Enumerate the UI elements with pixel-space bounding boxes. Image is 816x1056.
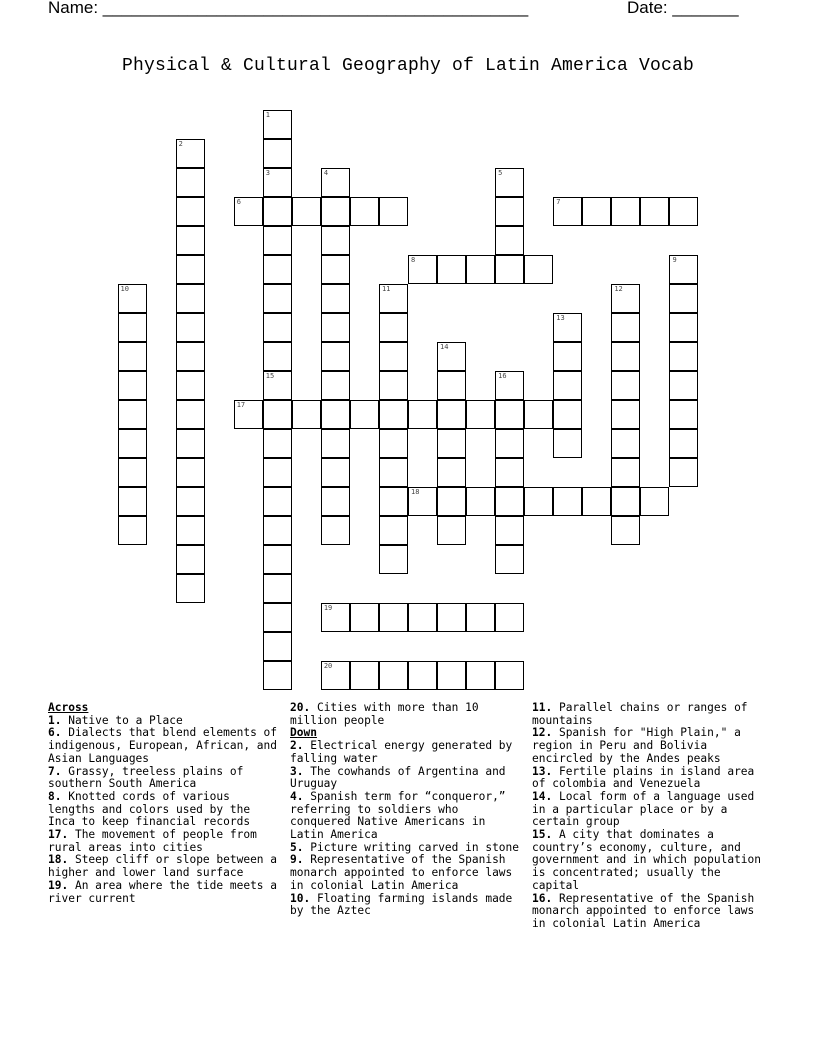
crossword-cell[interactable] (263, 632, 292, 661)
crossword-cell[interactable] (263, 197, 292, 226)
crossword-cell[interactable] (495, 197, 524, 226)
crossword-cell[interactable] (176, 516, 205, 545)
crossword-cell[interactable] (495, 603, 524, 632)
clues-column-2 (290, 702, 522, 918)
crossword-cell[interactable] (669, 400, 698, 429)
crossword-cell[interactable] (437, 516, 466, 545)
crossword-cell[interactable] (611, 284, 640, 313)
crossword-cell[interactable] (437, 342, 466, 371)
clue-text: The movement of people from rural areas into cities (48, 828, 257, 854)
crossword-cell[interactable] (611, 429, 640, 458)
clue-number-label: 16 (498, 371, 507, 380)
crossword-cell[interactable] (176, 197, 205, 226)
crossword-cell[interactable] (495, 661, 524, 690)
clue-number: 8. (48, 789, 62, 803)
crossword-cell[interactable] (466, 661, 495, 690)
crossword-cell[interactable] (611, 400, 640, 429)
crossword-cell[interactable] (408, 400, 437, 429)
clue-number: 12. (532, 726, 553, 740)
crossword-cell[interactable] (553, 371, 582, 400)
crossword-cell[interactable] (176, 371, 205, 400)
crossword-cell[interactable] (350, 661, 379, 690)
clue-text: Representative of the Spanish monarch appointed to enforce laws in colonial Latin America (532, 891, 755, 930)
clue-number-label: 5 (498, 168, 503, 177)
clues-column-1 (48, 702, 280, 905)
clue-number: 18. (48, 853, 69, 867)
clue-number-label: 2 (178, 139, 183, 148)
crossword-cell[interactable] (611, 313, 640, 342)
clue-down (532, 829, 768, 893)
crossword-cell[interactable] (553, 342, 582, 371)
crossword-cell[interactable] (321, 516, 350, 545)
crossword-cell[interactable] (263, 661, 292, 690)
clue-number: 10. (290, 891, 311, 905)
clue-number-label: 4 (323, 168, 329, 177)
crossword-cell[interactable] (408, 603, 437, 632)
crossword-cell[interactable] (263, 603, 292, 632)
crossword-cell[interactable] (669, 458, 698, 487)
crossword-cell[interactable] (495, 168, 524, 197)
crossword-cell[interactable] (611, 516, 640, 545)
across-heading: Across (48, 701, 89, 714)
crossword-cell[interactable] (669, 197, 698, 226)
clue-text: Dialects that blend elements of indigenous, European, African, and Asian Languages (48, 726, 278, 765)
crossword-cell[interactable] (118, 487, 147, 516)
clue-number: 17. (48, 828, 69, 842)
across-clue-list (48, 715, 280, 906)
name-field-label: Name: _____________________________________________ (48, 0, 529, 17)
crossword-cell[interactable] (379, 400, 408, 429)
crossword-cell[interactable] (379, 197, 408, 226)
crossword-cell[interactable] (553, 313, 582, 342)
crossword-cell[interactable] (379, 487, 408, 516)
clue-down (290, 893, 522, 918)
clue-number: 5. (290, 840, 304, 854)
crossword-cell[interactable] (466, 603, 495, 632)
clue-number-label: 19 (323, 603, 333, 612)
crossword-cell[interactable] (379, 545, 408, 574)
clue-number: 6. (48, 726, 62, 740)
clue-text: Cities with more than 10 million people (290, 701, 479, 727)
clue-across (48, 880, 280, 905)
crossword-cell[interactable] (263, 342, 292, 371)
clue-down (290, 740, 522, 765)
crossword-cell[interactable] (524, 487, 553, 516)
crossword-cell[interactable] (176, 487, 205, 516)
crossword-cell[interactable] (176, 255, 205, 284)
clue-text: Steep cliff or slope between a higher and lower land surface (48, 853, 278, 880)
crossword-cell[interactable] (495, 371, 524, 400)
crossword-cell[interactable] (321, 603, 350, 632)
crossword-cell[interactable] (553, 197, 582, 226)
crossword-cell[interactable] (437, 458, 466, 487)
crossword-cell[interactable] (408, 661, 437, 690)
crossword-cell[interactable] (263, 458, 292, 487)
crossword-cell[interactable] (321, 284, 350, 313)
clue-number-label: 8 (411, 255, 416, 264)
clue-down (532, 727, 768, 765)
crossword-cell[interactable] (495, 226, 524, 255)
crossword-cell[interactable] (118, 429, 147, 458)
crossword-cell[interactable] (379, 342, 408, 371)
crossword-cell[interactable] (669, 429, 698, 458)
clue-number-label: 15 (265, 371, 275, 380)
crossword-cell[interactable] (176, 168, 205, 197)
clue-number-label: 20 (323, 661, 333, 670)
crossword-cell[interactable] (350, 197, 379, 226)
crossword-cell[interactable] (495, 255, 524, 284)
crossword-cell[interactable] (437, 429, 466, 458)
crossword-cell[interactable] (466, 255, 495, 284)
clue-number-label: 13 (556, 313, 565, 322)
crossword-cell[interactable] (263, 400, 292, 429)
clue-number-label: 6 (236, 197, 241, 206)
down-heading: Down (290, 726, 317, 740)
clue-across (48, 791, 280, 829)
clue-number: 15. (532, 828, 553, 842)
clue-number: 20. (290, 701, 311, 714)
crossword-cell[interactable] (176, 400, 205, 429)
clue-across (48, 854, 280, 879)
crossword-cell[interactable] (118, 313, 147, 342)
crossword-cell[interactable] (263, 255, 292, 284)
crossword-cell[interactable] (263, 371, 292, 400)
clue-text: Parallel chains or ranges of mountains (532, 701, 748, 727)
clue-down (532, 791, 768, 829)
clue-text: A city that dominates a country’s economy, culture, and government and in which population is concentrated; usually the capital (532, 828, 762, 892)
clue-number-label: 14 (440, 342, 449, 351)
crossword-cell[interactable] (495, 487, 524, 516)
crossword-cell[interactable] (379, 661, 408, 690)
crossword-cell[interactable] (321, 487, 350, 516)
crossword-cell[interactable] (321, 168, 350, 197)
crossword-cell[interactable] (176, 139, 205, 168)
clue-text: Spanish term for “conqueror,” referring to soldiers who conquered Native Americans in Latin America (290, 789, 506, 842)
crossword-cell[interactable] (437, 400, 466, 429)
clue-down (290, 791, 522, 842)
clue-text: Fertile plains in island area of colombia and Venezuela (532, 764, 755, 791)
crossword-cell[interactable] (524, 255, 553, 284)
crossword-cell[interactable] (466, 400, 495, 429)
clue-text: Local form of a language used in a particular place or by a certain group (532, 789, 755, 829)
crossword-cell[interactable] (118, 284, 147, 313)
clue-number: 4. (290, 789, 304, 803)
clue-number-label: 10 (120, 284, 129, 293)
crossword-cell[interactable] (176, 226, 205, 255)
crossword-cell[interactable] (379, 284, 408, 313)
crossword-cell[interactable] (292, 400, 321, 429)
crossword-cell[interactable] (176, 342, 205, 371)
crossword-cell[interactable] (263, 226, 292, 255)
crossword-cell[interactable] (379, 429, 408, 458)
crossword-cell[interactable] (466, 487, 495, 516)
clue-text: Grassy, treeless plains of southern South America (48, 764, 244, 791)
crossword-cell[interactable] (495, 429, 524, 458)
clue-across-20 (290, 702, 522, 727)
crossword-cell[interactable] (437, 487, 466, 516)
crossword-cell[interactable] (437, 603, 466, 632)
crossword-cell[interactable] (176, 284, 205, 313)
clue-number-label: 7 (556, 197, 561, 206)
crossword-cell[interactable] (118, 400, 147, 429)
clue-down (290, 854, 522, 892)
clue-number: 14. (532, 789, 553, 803)
clue-number: 1. (48, 713, 62, 727)
crossword-cell[interactable] (321, 313, 350, 342)
clue-across (48, 766, 280, 791)
crossword-cell[interactable] (553, 429, 582, 458)
crossword-cell[interactable] (553, 400, 582, 429)
crossword-cell[interactable] (118, 342, 147, 371)
clue-text: Spanish for "High Plain," a region in Peru and Bolivia encircled by the Andes peaks (532, 726, 741, 765)
crossword-cell[interactable] (263, 313, 292, 342)
clues-column-3 (532, 702, 768, 931)
crossword-cell[interactable] (408, 487, 437, 516)
crossword-cell[interactable] (292, 197, 321, 226)
crossword-cell[interactable] (669, 255, 698, 284)
clue-down (290, 766, 522, 791)
crossword-cell[interactable] (640, 197, 669, 226)
down-clue-list-continued (532, 702, 768, 931)
crossword-cell[interactable] (669, 342, 698, 371)
crossword-cell[interactable] (263, 487, 292, 516)
crossword-cell[interactable] (611, 342, 640, 371)
crossword-cell[interactable] (176, 458, 205, 487)
crossword-cell[interactable] (379, 516, 408, 545)
crossword-cell[interactable] (118, 458, 147, 487)
clue-number: 2. (290, 739, 304, 753)
clue-number-label: 12 (614, 284, 623, 293)
crossword-cell[interactable] (350, 400, 379, 429)
clue-number-label: 17 (236, 400, 246, 409)
clue-number: 13. (532, 764, 553, 778)
clue-text: An area where the tide meets a river current (48, 878, 278, 905)
date-field-label: Date: _______ (627, 0, 739, 17)
clue-text: Knotted cords of various lengths and colors used by the Inca to keep financial records (48, 789, 251, 829)
crossword-cell[interactable] (582, 487, 611, 516)
crossword-cell[interactable] (611, 487, 640, 516)
page-title: Physical & Cultural Geography of Latin America Vocab (121, 56, 695, 76)
clue-number-label: 9 (672, 255, 677, 264)
clue-number: 16. (532, 891, 553, 905)
crossword-cell[interactable] (263, 545, 292, 574)
clue-text: Native to a Place (61, 713, 183, 727)
crossword-cell[interactable] (640, 487, 669, 516)
crossword-cell[interactable] (495, 400, 524, 429)
crossword-cell[interactable] (611, 458, 640, 487)
crossword-cell[interactable] (176, 429, 205, 458)
clue-number-label: 18 (411, 487, 420, 496)
crossword-cell[interactable] (118, 516, 147, 545)
crossword-cell[interactable] (582, 197, 611, 226)
clue-across (48, 829, 280, 854)
clue-number: 11. (532, 701, 553, 714)
crossword-cell[interactable] (553, 487, 582, 516)
crossword-cell[interactable] (176, 545, 205, 574)
crossword-cell[interactable] (379, 603, 408, 632)
crossword-cell[interactable] (321, 371, 350, 400)
crossword-cell[interactable] (321, 226, 350, 255)
crossword-cell[interactable] (321, 342, 350, 371)
clue-number-label: 1 (265, 110, 270, 119)
crossword-cell[interactable] (234, 400, 263, 429)
clue-down (532, 702, 768, 727)
crossword-cell[interactable] (321, 255, 350, 284)
crossword-cell[interactable] (350, 603, 379, 632)
down-clue-list (290, 740, 522, 918)
crossword-cell[interactable] (669, 313, 698, 342)
crossword-cell[interactable] (669, 371, 698, 400)
crossword-cell[interactable] (321, 197, 350, 226)
crossword-cell[interactable] (611, 197, 640, 226)
crossword-cell[interactable] (669, 284, 698, 313)
crossword-cell[interactable] (176, 574, 205, 603)
clue-text: Picture writing carved in stone (303, 840, 520, 854)
crossword-cell[interactable] (263, 284, 292, 313)
clue-text: The cowhands of Argentina and Uruguay (290, 764, 506, 791)
clue-down (532, 766, 768, 791)
crossword-cell[interactable] (176, 313, 205, 342)
crossword-cell[interactable] (321, 661, 350, 690)
crossword-cell[interactable] (437, 371, 466, 400)
crossword-cell[interactable] (495, 516, 524, 545)
clue-text: Representative of the Spanish monarch appointed to enforce laws in colonial Latin America (290, 853, 513, 892)
crossword-cell[interactable] (379, 313, 408, 342)
crossword-cell[interactable] (263, 429, 292, 458)
clue-down (532, 893, 768, 931)
clue-number: 7. (48, 764, 62, 778)
crossword-cell[interactable] (263, 516, 292, 545)
crossword-cell[interactable] (379, 458, 408, 487)
crossword-cell[interactable] (263, 168, 292, 197)
crossword-cell[interactable] (321, 458, 350, 487)
clue-number-label: 11 (381, 284, 391, 293)
crossword-cell[interactable] (495, 458, 524, 487)
crossword-cell[interactable] (263, 110, 292, 139)
crossword-cell[interactable] (495, 545, 524, 574)
crossword-cell[interactable] (408, 255, 437, 284)
crossword-cell[interactable] (118, 371, 147, 400)
crossword-cell[interactable] (321, 400, 350, 429)
crossword-cell[interactable] (234, 197, 263, 226)
clue-across (48, 727, 280, 765)
clue-text: Electrical energy generated by falling water (290, 739, 513, 765)
crossword-cell[interactable] (263, 139, 292, 168)
crossword-cell[interactable] (379, 371, 408, 400)
clue-number-label: 3 (265, 168, 270, 177)
clue-text: Floating farming islands made by the Aztec (290, 891, 513, 918)
crossword-cell[interactable] (611, 371, 640, 400)
crossword-cell[interactable] (437, 661, 466, 690)
crossword-cell[interactable] (437, 255, 466, 284)
clue-number: 3. (290, 764, 304, 778)
clue-number: 9. (290, 853, 304, 867)
crossword-cell[interactable] (263, 574, 292, 603)
crossword-cell[interactable] (524, 400, 553, 429)
clue-number: 19. (48, 878, 69, 892)
crossword-cell[interactable] (321, 429, 350, 458)
